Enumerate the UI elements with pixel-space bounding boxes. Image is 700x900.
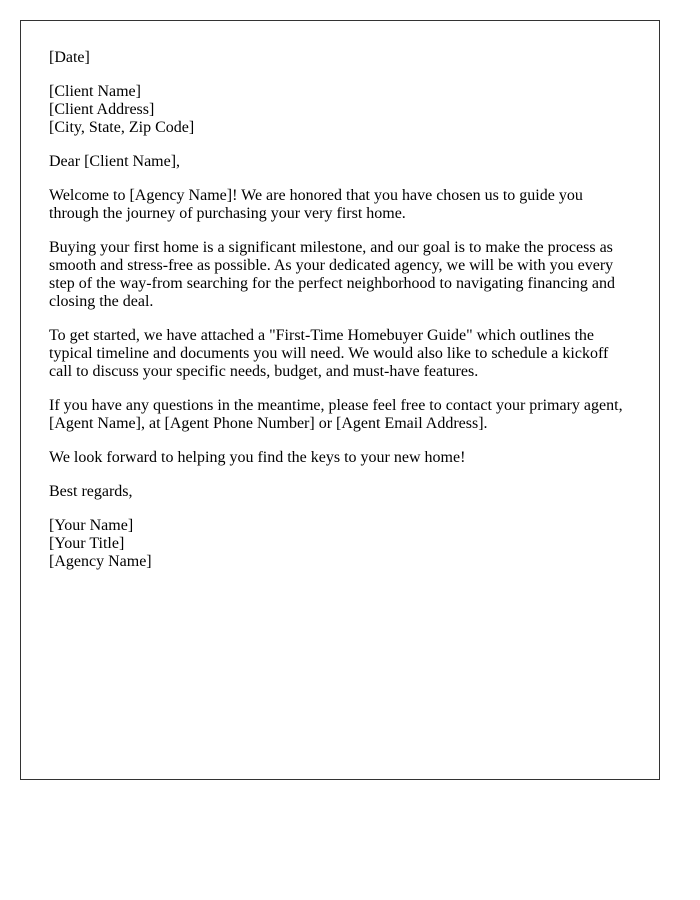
letter-page <box>20 20 660 780</box>
paragraph-contact: If you have any questions in the meantime, please feel free to contact your primary agent, [Agent Name], at [Agent Phone Number] or [Agent Email Address]. <box>49 397 623 432</box>
paragraph-welcome: Welcome to [Agency Name]! We are honored that you have chosen us to guide you through the journey of purchasing your very first home. <box>49 187 583 222</box>
signature-agency: [Agency Name] <box>49 553 152 570</box>
paragraph-milestone: Buying your first home is a significant milestone, and our goal is to make the process as smooth and stress-free as possible. As your dedicated agency, we will be with you every step of the way-from searching for the perfect neighborhood to navigating financing and closing the deal. <box>49 239 616 310</box>
date-line: [Date] <box>49 49 90 66</box>
client-city-state-zip: [City, State, Zip Code] <box>49 119 195 136</box>
salutation: Dear [Client Name], <box>49 153 181 170</box>
paragraph-look-forward: We look forward to helping you find the keys to your new home! <box>49 449 466 466</box>
signature-title: [Your Title] <box>49 535 125 552</box>
client-name: [Client Name] <box>49 83 141 100</box>
signature-block <box>49 517 631 571</box>
recipient-address <box>49 83 631 137</box>
closing: Best regards, <box>49 483 133 500</box>
client-address: [Client Address] <box>49 101 155 118</box>
signature-name: [Your Name] <box>49 517 134 534</box>
paragraph-getting-started: To get started, we have attached a "First-Time Homebuyer Guide" which outlines the typical timeline and documents you will need. We would also like to schedule a kickoff call to discuss your specific needs, budget, and must-have features. <box>49 327 609 380</box>
